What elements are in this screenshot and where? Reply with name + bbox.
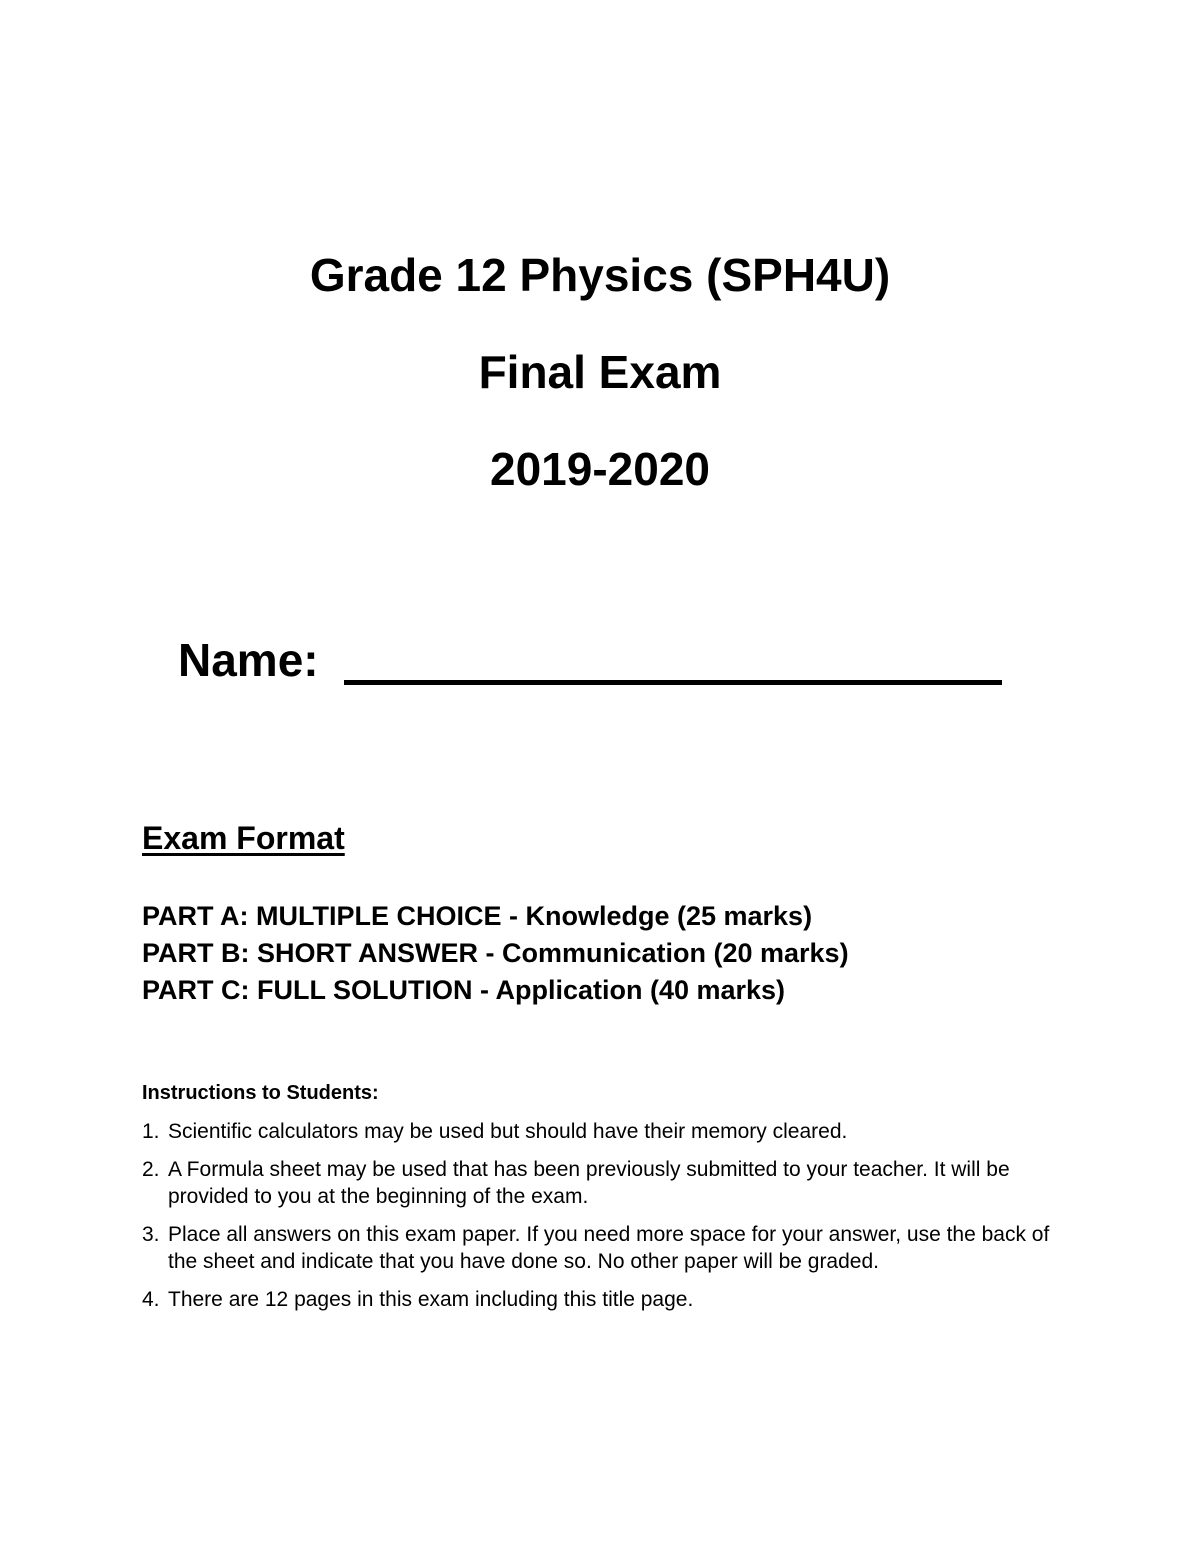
exam-part-c: PART C: FULL SOLUTION - Application (40 marks) — [142, 975, 786, 1005]
exam-format-heading: Exam Format — [142, 820, 345, 856]
instruction-item — [142, 1118, 1062, 1145]
instructions-heading: Instructions to Students: — [142, 1082, 379, 1104]
name-blank-line — [344, 680, 1002, 685]
instruction-text: Scientific calculators may be used but should have their memory cleared. — [168, 1120, 848, 1143]
exam-part-a: PART A: MULTIPLE CHOICE - Knowledge (25 marks) — [142, 901, 813, 931]
name-label: Name: — [178, 634, 319, 686]
instruction-item — [142, 1286, 1062, 1313]
exam-title: Final Exam — [478, 346, 722, 398]
instruction-item — [142, 1156, 1062, 1210]
instruction-number: 4. — [142, 1288, 160, 1311]
instruction-text: A Formula sheet may be used that has been previously submitted to your teacher. It will be provided to you at the beginning of the exam. — [168, 1158, 1010, 1208]
name-field-row — [178, 630, 1028, 694]
instruction-number: 3. — [142, 1223, 160, 1246]
exam-parts-list — [142, 898, 849, 1009]
school-year: 2019-2020 — [490, 443, 710, 495]
instruction-number: 2. — [142, 1158, 160, 1181]
instruction-number: 1. — [142, 1120, 160, 1143]
instruction-text: There are 12 pages in this exam including this title page. — [168, 1288, 694, 1311]
course-title: Grade 12 Physics (SPH4U) — [309, 249, 891, 301]
instruction-text: Place all answers on this exam paper. If you need more space for your answer, use the back of the sheet and indicate that you have done so. No other paper will be graded. — [168, 1223, 1050, 1273]
instruction-item — [142, 1221, 1062, 1275]
exam-part-b: PART B: SHORT ANSWER - Communication (20 marks) — [142, 938, 849, 968]
instructions-list — [142, 1118, 1062, 1324]
